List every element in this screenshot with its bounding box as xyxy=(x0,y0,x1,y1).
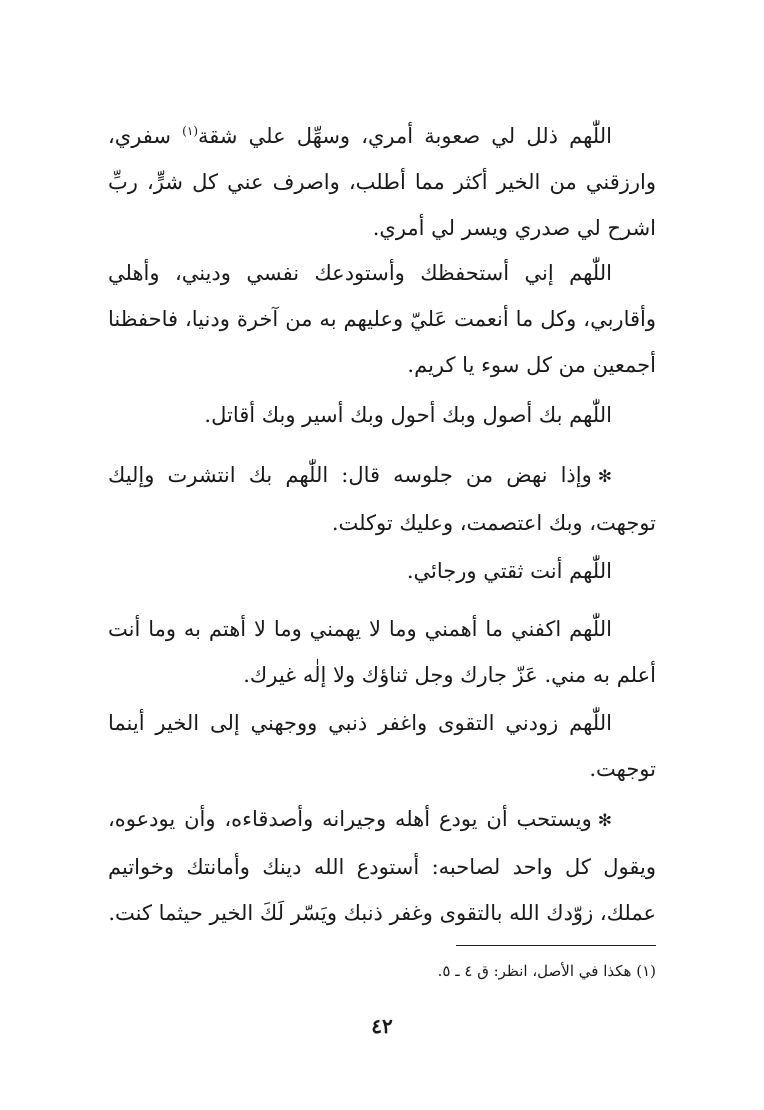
paragraph-text: وإذا نهض من جلوسه قال: اللّٰهم بك انتشرت وإليك توجهت، وبك اعتصمت، وعليك توكلت. xyxy=(108,463,656,535)
paragraph-text: سفري، وارزقني من الخير أكثر مما أطلب، واصرف عني كل شرٍّ، ربِّ اشرح لي صدري ويسر لي أمري. xyxy=(108,124,656,240)
paragraph-text: اللّٰهم ذلل لي صعوبة أمري، وسهِّل علي شقة xyxy=(198,124,612,148)
paragraph-text: اللّٰهم زودني التقوى واغفر ذنبي ووجهني إلى الخير أينما توجهت. xyxy=(108,711,656,781)
paragraph-6 xyxy=(108,606,656,698)
paragraph-text: اللّٰهم اكفني ما أهمني وما لا يهمني وما لا أهتم به وما أنت أعلم به مني. عَزّ جارك وجل ثناؤك ولا إلٰه غيرك. xyxy=(108,617,656,687)
paragraph-4 xyxy=(108,452,656,546)
footnote-marker[interactable]: (١) xyxy=(182,124,198,138)
footnote: (١) هكذا في الأصل، انظر: ق ٤ ـ ٥. xyxy=(437,962,656,980)
footnote-divider xyxy=(456,945,656,946)
paragraph-text: اللّٰهم أنت ثقتي ورجائي. xyxy=(406,559,612,583)
paragraph-8 xyxy=(108,796,656,936)
paragraph-text: اللّٰهم بك أصول وبك أحول وبك أسير وبك أقاتل. xyxy=(204,403,612,427)
paragraph-3 xyxy=(108,392,656,438)
paragraph-7 xyxy=(108,700,656,792)
paragraph-2 xyxy=(108,250,656,388)
star-bullet-icon: ✻ xyxy=(597,811,612,831)
paragraph-1 xyxy=(108,108,656,251)
paragraph-5 xyxy=(108,548,656,594)
paragraph-text: ويستحب أن يودع أهله وجيرانه وأصدقاءه، وأن يودعوه، ويقول كل واحد لصاحبه: أستودع الله دينك وأمانتك وخواتيم عملك، زوّدك الله بالتقوى وغفر ذنبك ويَسّر لَكَ الخير حيثما كنت. xyxy=(108,807,656,925)
paragraph-text: اللّٰهم إني أستحفظك وأستودعك نفسي وديني، وأهلي وأقاربي، وكل ما أنعمت عَليّ وعليهم به من آخرة ودنيا، فاحفظنا أجمعين من كل سوء يا كريم. xyxy=(108,261,656,377)
page-number: ٤٢ xyxy=(371,1014,393,1038)
star-bullet-icon: ✻ xyxy=(597,467,612,487)
